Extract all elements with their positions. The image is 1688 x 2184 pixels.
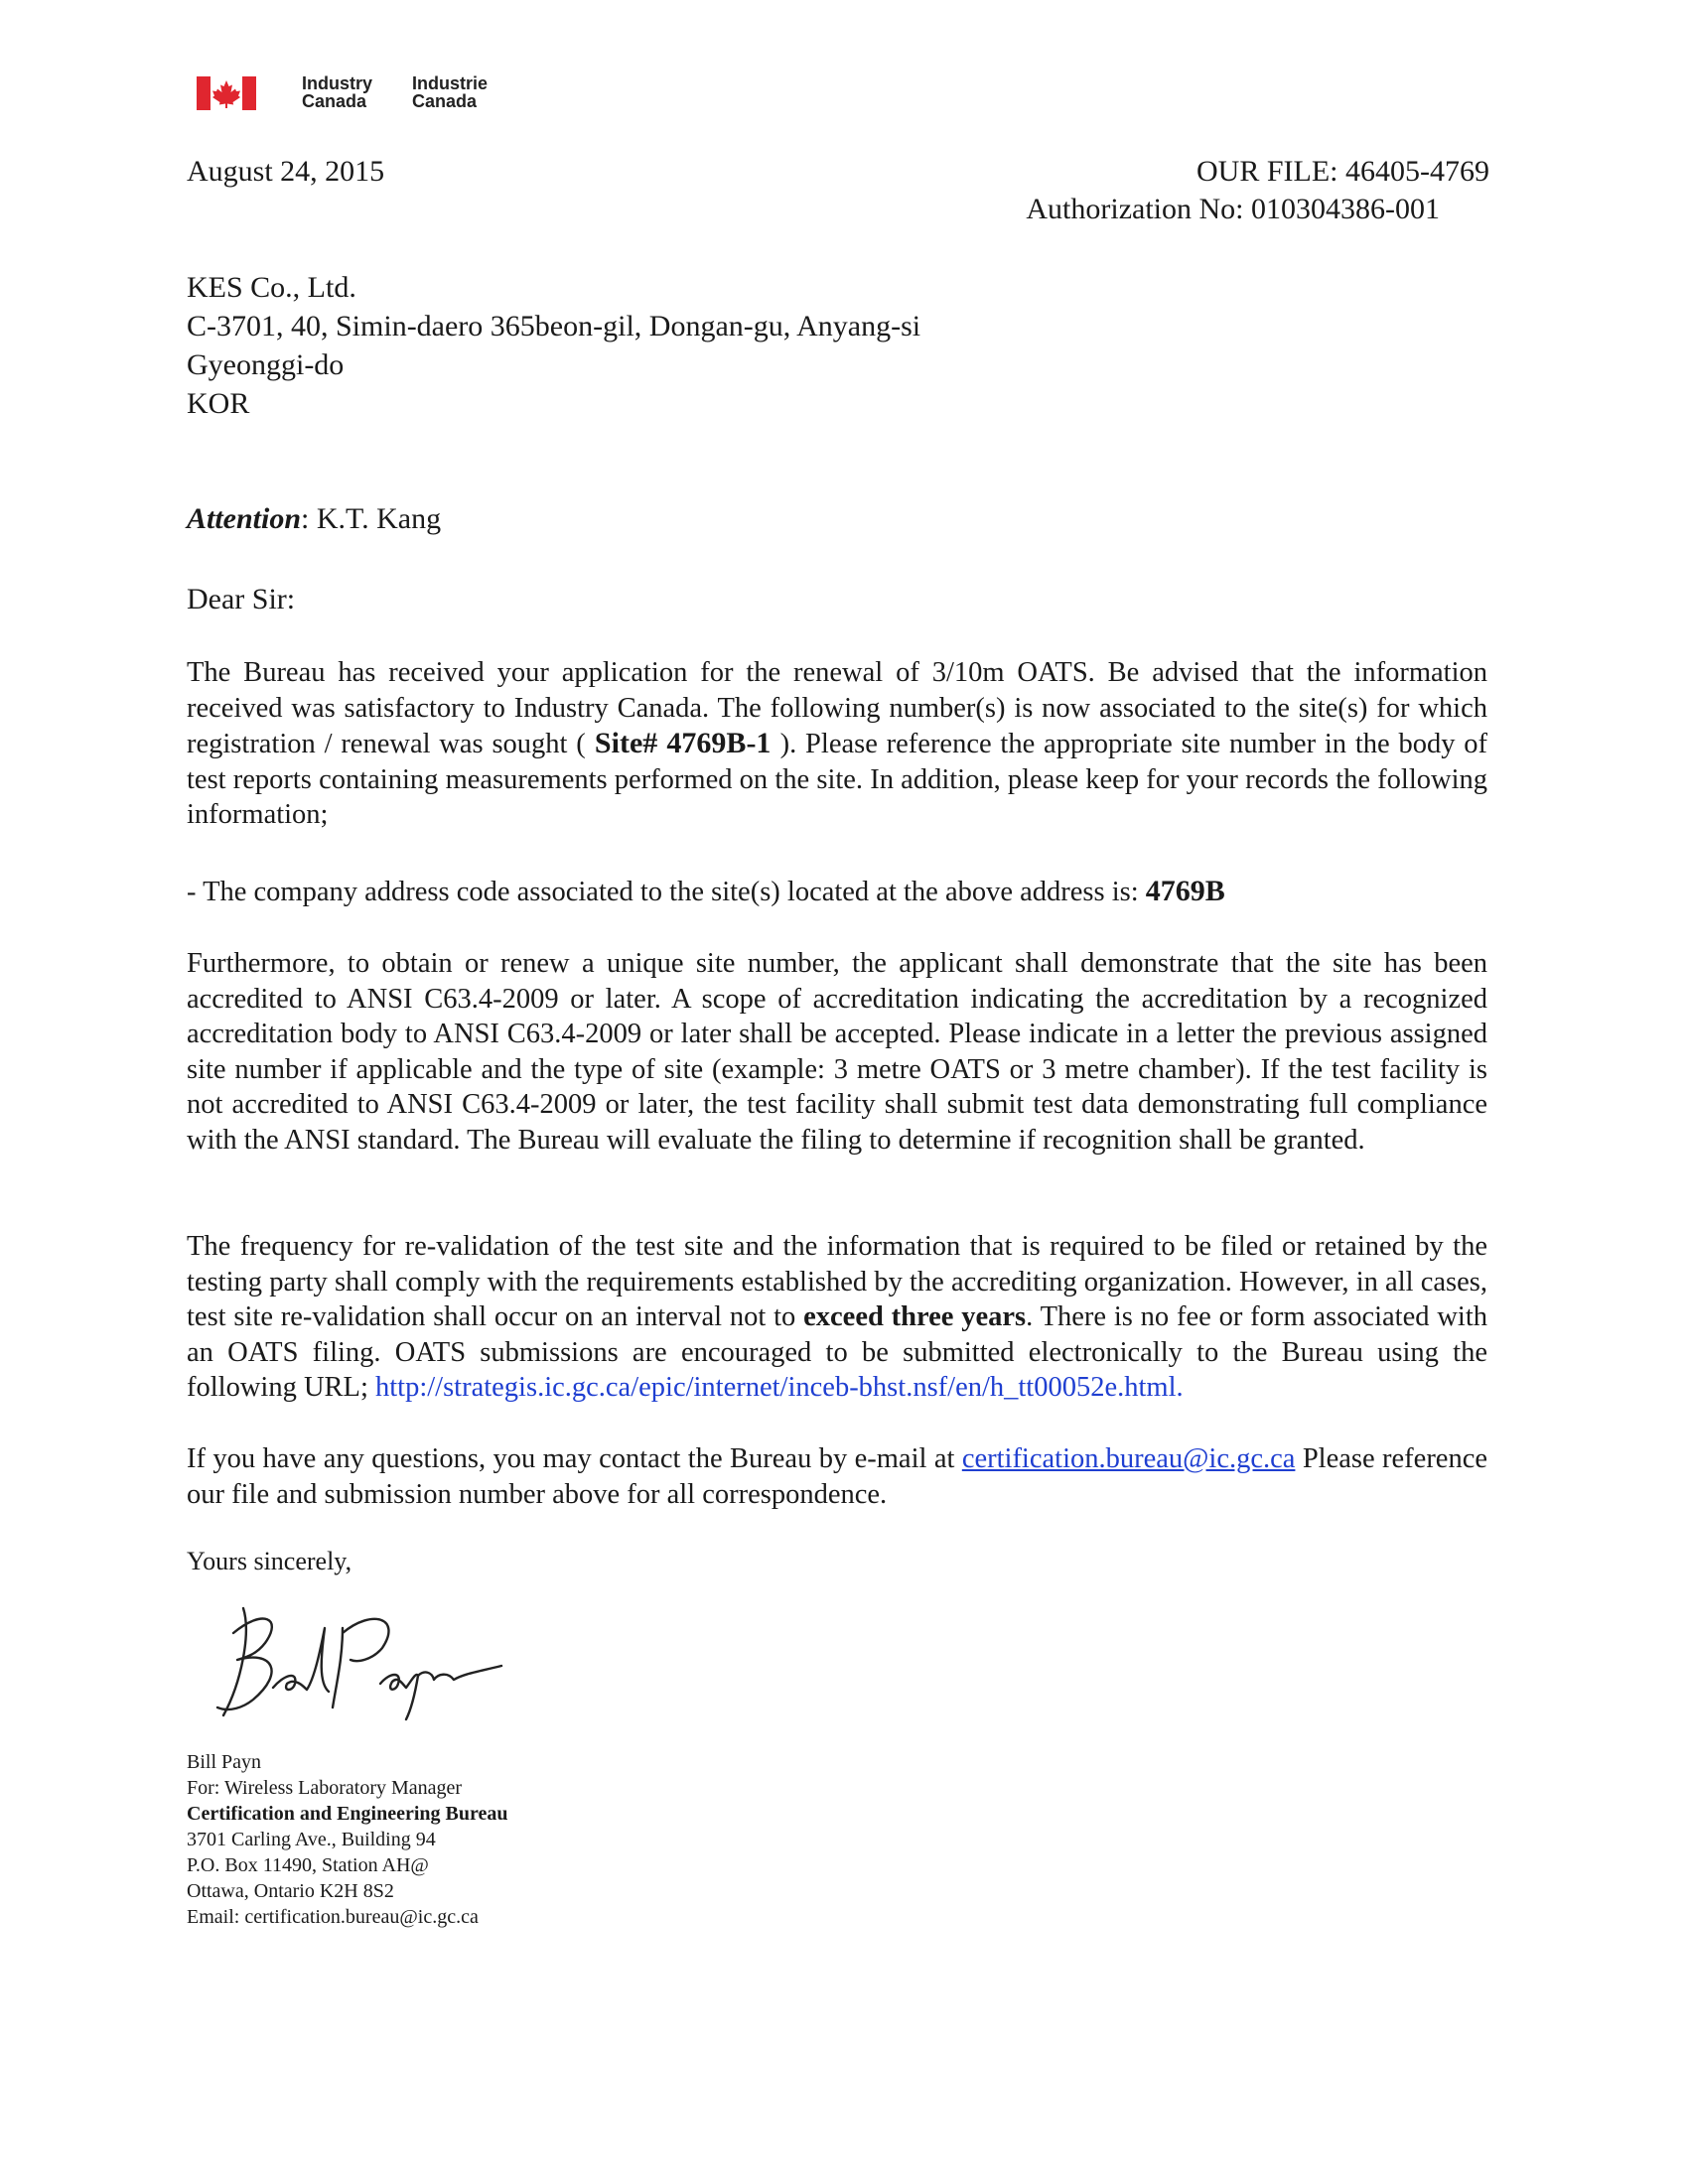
recipient-company: KES Co., Ltd. (187, 271, 356, 304)
recipient-address-1: C-3701, 40, Simin-daero 365beon-gil, Dongan-gu, Anyang-si (187, 310, 921, 342)
dept-name-en: Industry Canada (302, 73, 373, 111)
site-number: Site# 4769B-1 (585, 727, 780, 759)
company-address-code: 4769B (1145, 875, 1225, 907)
oats-url-link[interactable]: http://strategis.ic.gc.ca/epic/internet/inceb-bhst.nsf/en/h_tt00052e.html. (375, 1372, 1184, 1403)
paragraph-address-code: - The company address code associated to the site(s) located at the above address is: 4769B (187, 875, 1225, 907)
revalidation-interval: exceed three years (803, 1301, 1027, 1332)
bureau-email-link[interactable]: certification.bureau@ic.gc.ca (961, 1443, 1296, 1474)
recipient-country: KOR (187, 387, 250, 420)
salutation: Dear Sir: (187, 583, 296, 615)
recipient-address-2: Gyeonggi-do (187, 348, 345, 381)
signer-title: For: Wireless Laboratory Manager (187, 1777, 463, 1799)
signer-organization: Certification and Engineering Bureau (187, 1803, 508, 1825)
canada-flag-icon (197, 76, 256, 110)
signer-address-3: Ottawa, Ontario K2H 8S2 (187, 1880, 394, 1902)
attention-label: Attention (187, 502, 302, 535)
our-file-number: OUR FILE: 46405-4769 (1196, 155, 1489, 188)
signer-address-1: 3701 Carling Ave., Building 94 (187, 1829, 436, 1850)
signer-address-2: P.O. Box 11490, Station AH@ (187, 1854, 429, 1876)
paragraph-application-received: The Bureau has received your application for the renewal of 3/10m OATS. Be advised that the information received was satisfactory to Industry Canada. The following number(s) is now associated to the site(s) for which registration / renewal was sought ( Site# 4769B-1 ). Please reference the appropriate site number in the body of test reports containing measurements performed on the site. In addition, please keep for your records the following information; (187, 657, 1488, 830)
letter-date: August 24, 2015 (187, 155, 385, 188)
paragraph-accreditation: Furthermore, to obtain or renew a unique site number, the applicant shall demonstrate that the site has been accredited to ANSI C63.4-2009 or later. A scope of accreditation indicating the accreditation by a recognized accreditation body to ANSI C63.4-2009 or later shall be accepted. Please indicate in a letter the previous assigned site number if applicable and the type of site (example: 3 metre OATS or 3 metre chamber). If the test facility is not accredited to ANSI C63.4-2009 or later, the test facility shall submit test data demonstrating full compliance with the ANSI standard. The Bureau will evaluate the filing to determine if recognition shall be granted. (187, 948, 1487, 1156)
paragraph-contact: If you have any questions, you may contact the Bureau by e-mail at certification.bureau@ic.gc.ca Please reference our file and submission number above for all correspondence. (187, 1443, 1488, 1510)
paragraph-revalidation: The frequency for re-validation of the test site and the information that is required to be filed or retained by the testing party shall comply with the requirements established by the accrediting organization. However, in all cases, test site re-validation shall occur on an interval not to exceed three years. There is no fee or form associated with an OATS filing. OATS submissions are encouraged to be submitted electronically to the Bureau using the following URL; http://strategis.ic.gc.ca/epic/internet/inceb-bhst.nsf/en/h_tt00052e.html. (187, 1231, 1487, 1403)
closing: Yours sincerely, (187, 1547, 352, 1575)
attention-name: : K.T. Kang (301, 502, 442, 535)
signer-name: Bill Payn (187, 1751, 262, 1773)
handwritten-signature (204, 1588, 531, 1722)
dept-name-fr: Industrie Canada (412, 73, 489, 111)
signature-block (187, 1749, 508, 1930)
signer-email: Email: certification.bureau@ic.gc.ca (187, 1906, 479, 1928)
authorization-number: Authorization No: 010304386-001 (1026, 193, 1440, 225)
attention-line (187, 501, 441, 537)
